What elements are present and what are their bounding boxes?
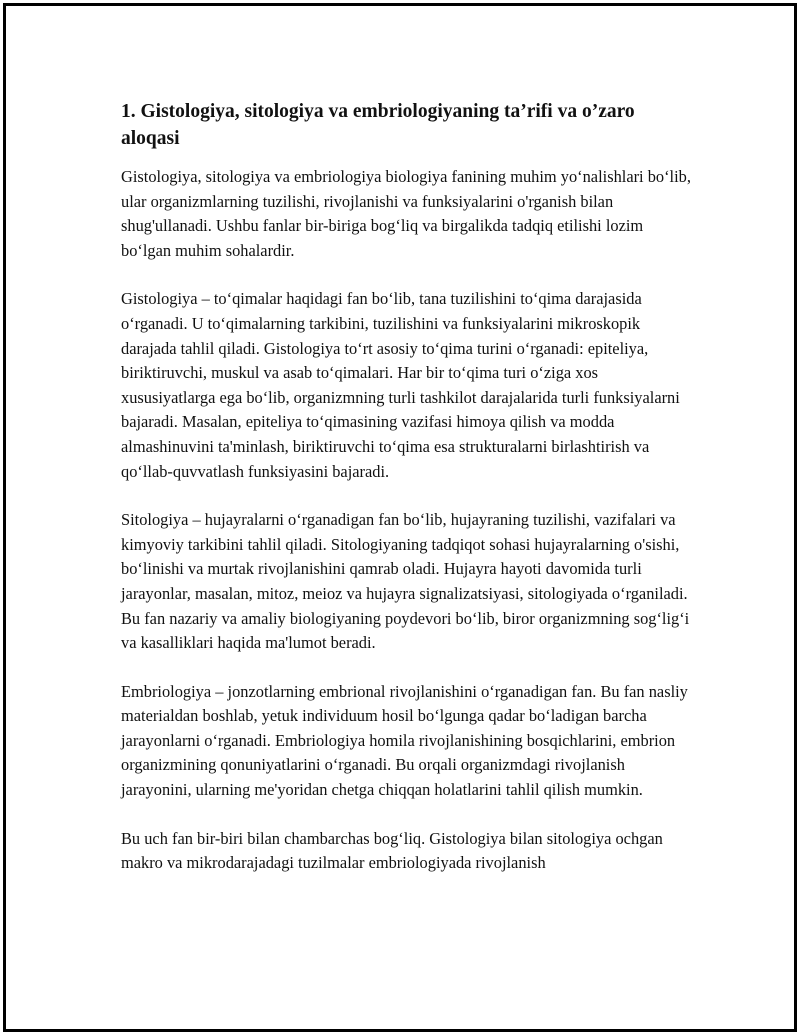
page-frame: [3, 3, 797, 1032]
section-heading: 1. Gistologiya, sitologiya va embriologiyaning ta’rifi va o’zaro aloqasi: [121, 101, 635, 149]
paragraph-cytology: Sitologiya – hujayralarni o‘rganadigan fan bo‘lib, hujayraning tuzilishi, vazifalari va kimyoviy tarkibini tahlil qiladi. Sitologiyaning tadqiqot sohasi hujayralarning o'sishi, bo‘linishi va murtak rivojlanishini qamrab oladi. Hujayra hayoti davomida turli jarayonlar, masalan, mitoz, meioz va hujayra signalizatsiyasi, sitologiyada o‘rganiladi. Bu fan nazariy va amaliy biologiyaning poydevori bo‘lib, biror organizmning sog‘lig‘i va kasalliklari haqida ma'lumot beradi.: [121, 510, 690, 653]
document-body: [121, 98, 696, 876]
paragraph-relationship: Bu uch fan bir-biri bilan chambarchas bog‘liq. Gistologiya bilan sitologiya ochgan makro va mikrodarajadagi tuzilmalar embriologiyada rivojlanish: [121, 828, 663, 873]
paragraph-embryology: Embriologiya – jonzotlarning embrional rivojlanishini o‘rganadigan fan. Bu fan nasliy materialdan boshlab, yetuk individuum hosil bo‘lgunga qadar bo‘ladigan barcha jarayonlarni o‘rganadi. Embriologiya homila rivojlanishining bosqichlarini, embrion organizmining qonuniyatlarini o‘rganadi. Bu orqali organizmdagi rivojlanish jarayonini, ularning me'yoridan chetga chiqqan holatlarini tahlil qilish mumkin.: [121, 681, 688, 800]
paragraph-histology: Gistologiya – to‘qimalar haqidagi fan bo‘lib, tana tuzilishini to‘qima darajasida o‘rganadi. U to‘qimalarning tarkibini, tuzilishini va funksiyalarini mikroskopik darajada tahlil qiladi. Gistologiya to‘rt asosiy to‘qima turini o‘rganadi: epiteliya, biriktiruvchi, muskul va asab to‘qimalari. Har bir to‘qima turi o‘ziga xos xususiyatlarga ega bo‘lib, organizmning turli tashkilot darajalarida turli funksiyalarni bajaradi. Masalan, epiteliya to‘qimasining vazifasi himoya qilish va modda almashinuvini ta'minlash, biriktiruvchi to‘qima esa strukturalarni birlashtirish va qo‘llab-quvvatlash funksiyasini bajaradi.: [121, 289, 680, 481]
paragraph-intro: Gistologiya, sitologiya va embriologiya biologiya fanining muhim yo‘nalishlari bo‘lib, ular organizmlarning tuzilishi, rivojlanishi va funksiyalarini o'rganish bilan shug'ullanadi. Ushbu fanlar bir-biriga bog‘liq va birgalikda tadqiq etilishi lozim bo‘lgan muhim sohalardir.: [121, 167, 691, 260]
